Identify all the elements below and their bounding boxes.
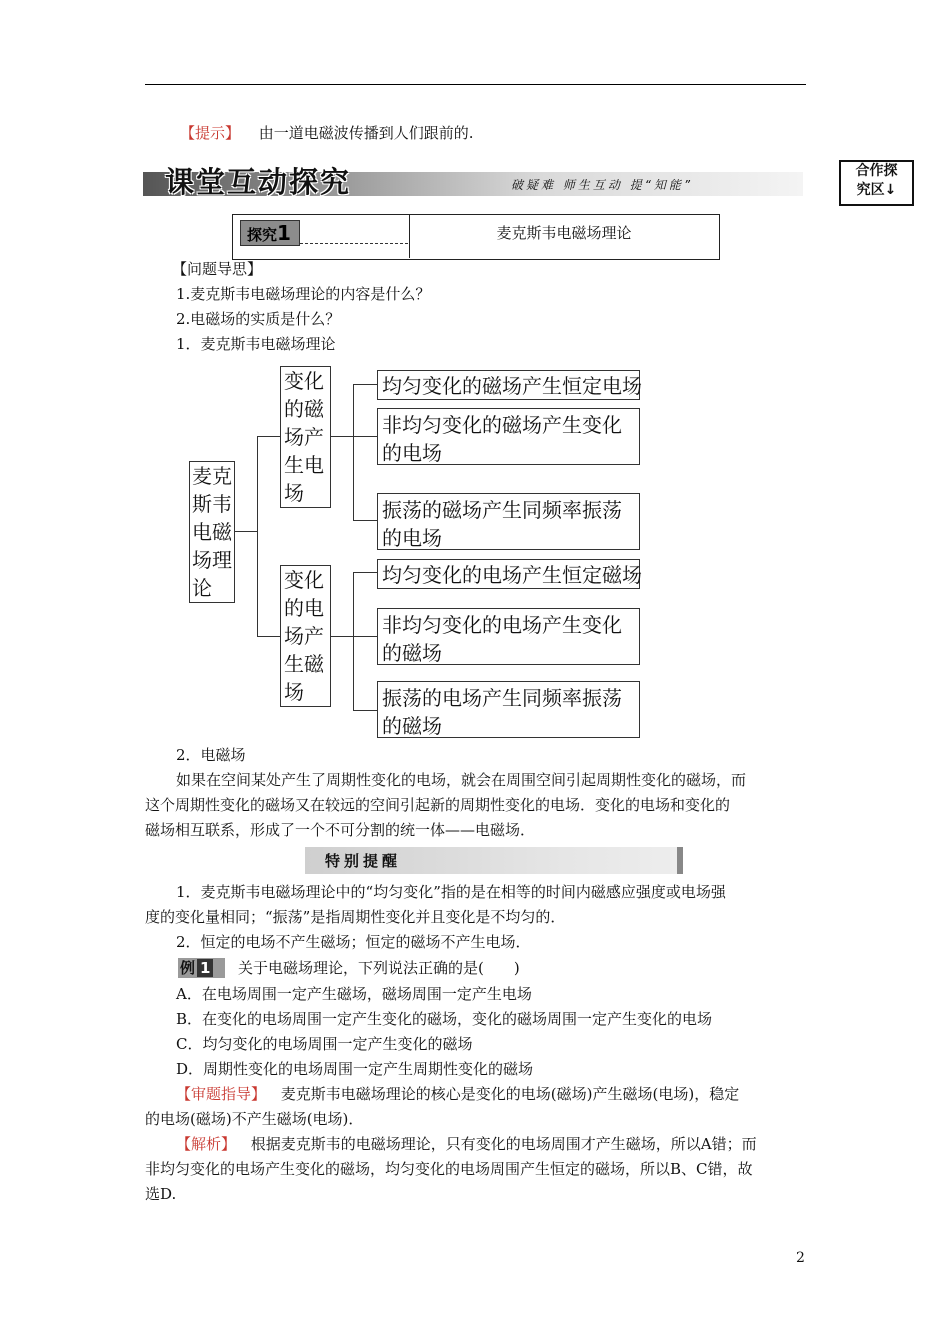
section2-para-line1: 如果在空间某处产生了周期性变化的电场，就会在周围空间引起周期性变化的磁场，而 — [176, 771, 747, 789]
coop-line2: 究区↓ — [856, 182, 897, 198]
leaf5-connector — [353, 636, 377, 637]
coop-line1: 合作探 — [855, 163, 898, 179]
leaf3-connector — [353, 520, 377, 521]
page-number: 2 — [796, 1250, 805, 1266]
analysis-text2: 非均匀变化的电场产生变化的磁场，均匀变化的电场周围产生恒定的磁场，所以B、C错，故 — [145, 1160, 753, 1178]
hint-label: 【提示】 — [180, 124, 241, 142]
section1-title: 1．麦克斯韦电磁场理论 — [176, 335, 336, 353]
root-connector — [235, 531, 257, 532]
review-guide-text2: 的电场(磁场)不产生磁场(电场)． — [145, 1110, 364, 1128]
topic-tag-label: 探究 — [247, 226, 278, 244]
analysis-text1: 根据麦克斯韦的电磁场理论，只有变化的电场周围才产生磁场，所以A错；而 — [250, 1135, 757, 1153]
example-tag-number: 1 — [197, 959, 213, 977]
leaf-4: 均匀变化的电场产生恒定磁场 — [377, 559, 640, 589]
branch2-spine — [353, 572, 354, 710]
banner-title: 课堂互动探究 — [165, 165, 352, 199]
guide-line1 — [176, 1082, 739, 1107]
section2-para-line3: 磁场相互联系，形成了一个不可分割的统一体——电磁场． — [145, 821, 536, 839]
leaf6-connector — [353, 710, 377, 711]
guide-heading: 【问题导思】 — [172, 260, 263, 278]
topic-tag — [240, 220, 300, 246]
example-tag — [178, 958, 225, 978]
analysis-text3: 选D. — [145, 1185, 177, 1203]
section-banner — [143, 160, 805, 200]
branch2-connector — [257, 636, 280, 637]
cooperation-zone-box — [839, 160, 914, 206]
banner-subtitle: 破疑难 师生互动 提“知能” — [511, 178, 694, 192]
review-guide-label: 【审题指导】 — [176, 1085, 267, 1103]
leaf4-connector — [353, 572, 377, 573]
leaf-1: 均匀变化的磁场产生恒定电场 — [377, 370, 640, 400]
hint-text: 由一道电磁波传播到人们跟前的. — [258, 124, 474, 142]
branch-1: 变化的磁场产生电场 — [280, 366, 331, 508]
option-c: C．均匀变化的电场周围一定产生变化的磁场 — [176, 1035, 473, 1053]
leaf1-connector — [353, 384, 377, 385]
diagram-root: 麦克斯韦电磁场理论 — [189, 461, 235, 603]
leaf-6: 振荡的电场产生同频率振荡的磁场 — [377, 681, 640, 738]
section2-title: 2．电磁场 — [176, 746, 246, 764]
topic-tag-number: 1 — [277, 221, 291, 245]
option-b: B．在变化的电场周围一定产生变化的磁场，变化的磁场周围一定产生变化的电场 — [176, 1010, 713, 1028]
leaf2-connector — [353, 436, 377, 437]
option-d: D．周期性变化的电场周围一定产生周期性变化的磁场 — [176, 1060, 534, 1078]
special-p1-line2: 度的变化量相同；“振荡”是指周期性变化并且变化是不均匀的． — [145, 908, 566, 926]
special-p2: 2．恒定的电场不产生磁场；恒定的磁场不产生电场． — [176, 933, 531, 951]
topic-dash — [300, 243, 408, 244]
root-spine — [257, 436, 258, 636]
hint-line — [180, 121, 474, 146]
review-guide-text1: 麦克斯韦电磁场理论的核心是变化的电场(磁场)产生磁场(电场)，稳定 — [280, 1085, 740, 1103]
analysis-line1 — [176, 1132, 757, 1157]
branch1-connector — [257, 436, 280, 437]
leaf-2: 非均匀变化的磁场产生变化的电场 — [377, 408, 640, 465]
branch2-out — [331, 636, 353, 637]
header-rule — [145, 84, 806, 85]
analysis-label: 【解析】 — [176, 1135, 237, 1153]
leaf-5: 非均匀变化的电场产生变化的磁场 — [377, 608, 640, 665]
special-p1-line1: 1．麦克斯韦电磁场理论中的“均匀变化”指的是在相等的时间内磁感应强度或电场强 — [176, 883, 726, 901]
guide-question-1: 1.麦克斯韦电磁场理论的内容是什么？ — [176, 285, 431, 303]
branch1-spine — [353, 384, 354, 520]
option-a: A．在电场周围一定产生磁场，磁场周围一定产生电场 — [176, 985, 532, 1003]
topic-title: 麦克斯韦电磁场理论 — [496, 224, 632, 242]
guide-question-2: 2.电磁场的实质是什么？ — [176, 310, 341, 328]
example-tag-label: 例 — [180, 959, 196, 977]
special-title: 特别提醒 — [325, 852, 402, 870]
special-reminder-banner — [305, 847, 683, 874]
example-question: 关于电磁场理论，下列说法正确的是( ) — [238, 959, 520, 977]
leaf-3: 振荡的磁场产生同频率振荡的电场 — [377, 493, 640, 550]
section2-para-line2: 这个周期性变化的磁场又在较远的空间引起新的周期性变化的电场．变化的电场和变化的 — [145, 796, 731, 814]
branch1-out — [331, 436, 353, 437]
branch-2: 变化的电场产生磁场 — [280, 565, 331, 707]
